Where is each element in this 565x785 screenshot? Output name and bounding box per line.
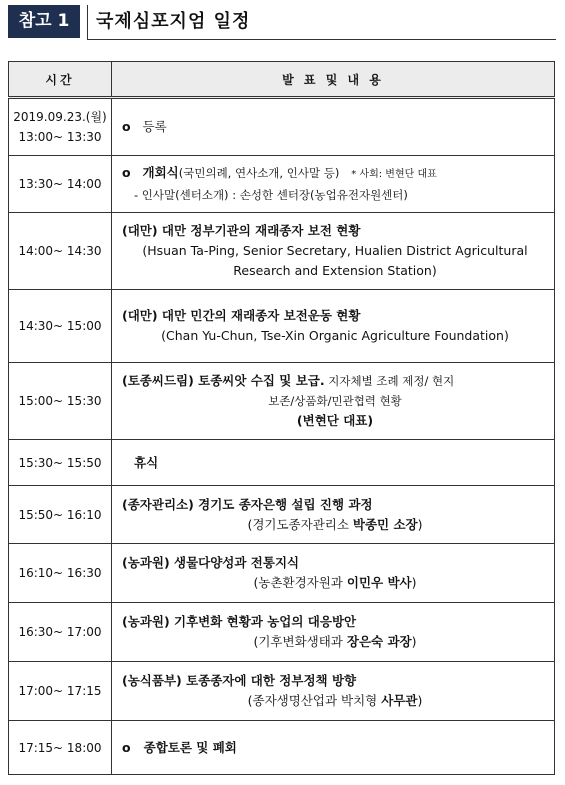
time-cell: 16:10~ 16:30	[9, 544, 112, 603]
item-title: (종자관리소) 경기도 종자은행 설립 진행 과정	[122, 496, 373, 512]
content-cell	[112, 98, 555, 156]
speaker-name: 박종민 소장	[352, 516, 418, 532]
table-row	[9, 721, 555, 775]
content-cell	[112, 290, 555, 363]
speaker-close: )	[417, 693, 423, 708]
speaker-affiliation: (경기도종자관리소	[247, 516, 353, 532]
bullet-mark: o	[122, 739, 131, 755]
table-row	[9, 363, 555, 440]
item-detail: 지자체별 조례 제정/ 현지	[324, 374, 455, 388]
table-row	[9, 213, 555, 290]
reference-badge: 참고 1	[8, 5, 80, 38]
item-subline: - 인사말(센터소개) : 손성한 센터장(농업유전자원센터)	[134, 188, 408, 202]
item-title: (농식품부) 토종종자에 대한 정부정책 방향	[122, 673, 357, 688]
speaker-affiliation: (농촌환경자원과	[253, 575, 347, 590]
content-cell	[112, 603, 555, 662]
item-title: (농과원) 생물다양성과 전통지식	[122, 555, 300, 570]
item-title: (농과원) 기후변화 현황과 농업의 대응방안	[122, 614, 357, 629]
speaker-close: )	[411, 634, 417, 649]
moderator-note: * 사회: 변현단 대표	[351, 169, 437, 180]
table-row	[9, 156, 555, 213]
table-row	[9, 603, 555, 662]
item-line	[122, 371, 548, 391]
header-underline	[87, 39, 556, 40]
time-date: 2019.09.23.(월)	[13, 110, 107, 124]
item-title: (대만) 대만 민간의 재래종자 보전운동 현황	[122, 308, 361, 323]
content-cell	[112, 363, 555, 440]
time-cell: 17:00~ 17:15	[9, 662, 112, 721]
item-detail: (국민의례, 연사소개, 인사말 등)	[178, 166, 340, 180]
time-cell: 14:30~ 15:00	[9, 290, 112, 363]
bullet-mark: o	[122, 165, 131, 180]
time-cell: 16:30~ 17:00	[9, 603, 112, 662]
time-column-header: 시간	[9, 62, 112, 98]
content-cell	[112, 721, 555, 775]
time-cell	[9, 98, 112, 156]
item-title: 휴식	[134, 454, 159, 470]
table-row	[9, 662, 555, 721]
time-range: 13:00~ 13:30	[18, 130, 102, 144]
page-header	[8, 5, 556, 40]
speaker-line: (변현단 대표)	[296, 413, 374, 428]
table-header-row	[9, 62, 555, 98]
speaker-line: (Chan Yu-Chun, Tse-Xin Organic Agriculture Foundation)	[161, 328, 509, 343]
speaker-line	[122, 573, 548, 593]
speaker-name: 사무관	[381, 693, 418, 708]
content-cell	[112, 213, 555, 290]
speaker-close: )	[417, 516, 423, 532]
header-separator	[87, 5, 88, 40]
table-row	[9, 440, 555, 486]
speaker-affiliation: (종자생명산업과 박치형	[247, 693, 382, 708]
speaker-affiliation: (기후변화생태과	[253, 634, 347, 649]
time-cell: 15:30~ 15:50	[9, 440, 112, 486]
speaker-line: (Hsuan Ta-Ping, Senior Secretary, Hualien District Agricultural	[142, 243, 528, 258]
item-title: 종합토론 및 폐회	[143, 739, 237, 755]
speaker-line	[122, 691, 548, 711]
table-row	[9, 290, 555, 363]
content-cell	[112, 156, 555, 213]
time-cell: 15:00~ 15:30	[9, 363, 112, 440]
time-cell: 17:15~ 18:00	[9, 721, 112, 775]
item-title: 등록	[142, 119, 167, 134]
speaker-close: )	[411, 575, 417, 590]
schedule-table	[8, 61, 555, 775]
time-cell: 13:30~ 14:00	[9, 156, 112, 213]
item-title: 개회식	[142, 165, 179, 180]
speaker-line	[122, 515, 548, 535]
bullet-mark: o	[122, 119, 131, 134]
content-cell	[112, 544, 555, 603]
time-cell: 15:50~ 16:10	[9, 486, 112, 544]
content-column-header: 발 표 및 내 용	[112, 62, 555, 98]
page-title: 국제심포지엄 일정	[96, 11, 251, 32]
table-row	[9, 544, 555, 603]
speaker-name: 이민우 박사	[346, 575, 412, 590]
item-title: (토종씨드림) 토종씨앗 수집 및 보급.	[122, 373, 325, 388]
speaker-line: Research and Extension Station)	[233, 263, 437, 278]
table-row	[9, 486, 555, 544]
content-cell	[112, 440, 555, 486]
item-title: (대만) 대만 정부기관의 재래종자 보전 현황	[122, 223, 361, 238]
content-cell	[112, 486, 555, 544]
item-detail-line: 보존/상품화/민관협력 현황	[268, 394, 402, 408]
item-line	[122, 163, 548, 185]
time-cell: 14:00~ 14:30	[9, 213, 112, 290]
speaker-name: 장은숙 과장	[346, 634, 412, 649]
content-cell	[112, 662, 555, 721]
table-row	[9, 98, 555, 156]
speaker-line	[122, 632, 548, 652]
